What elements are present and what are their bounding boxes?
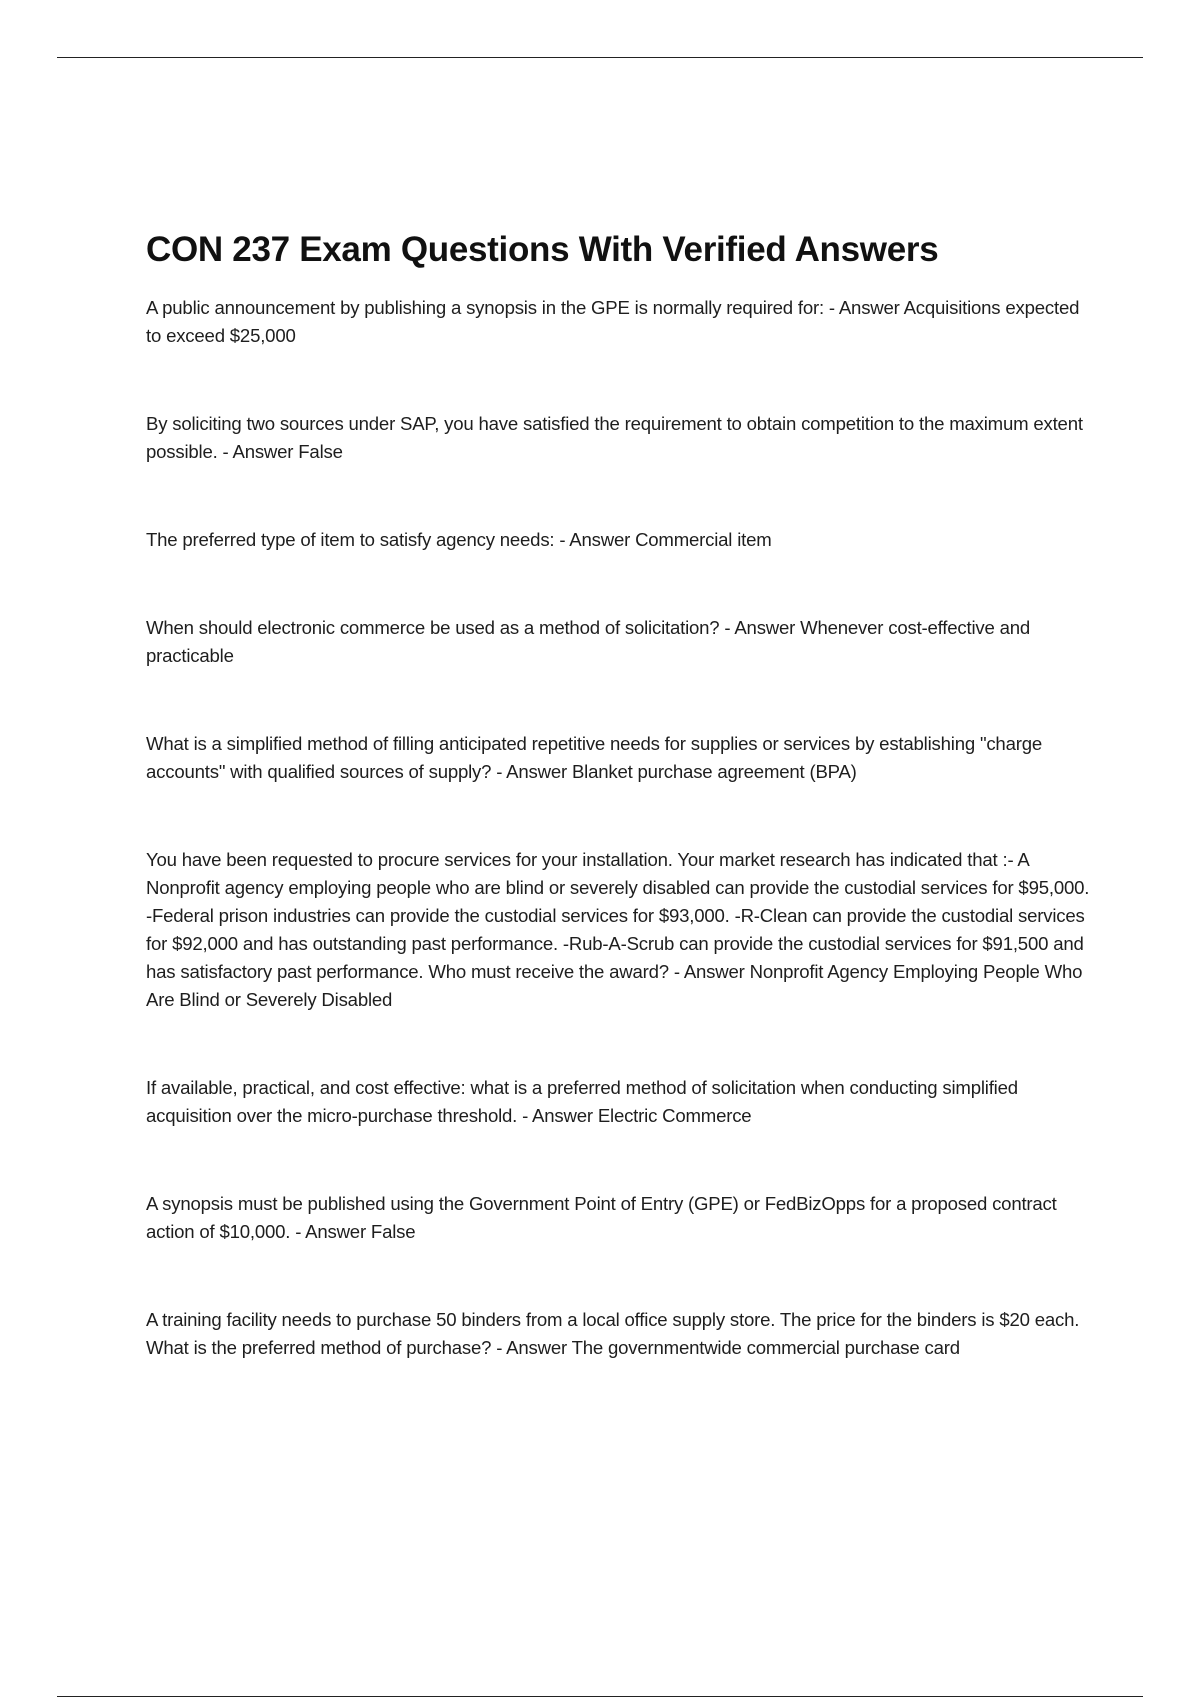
answer-separator: - Answer [719, 617, 801, 638]
answer-separator: - Answer [517, 1105, 598, 1126]
question-text: By soliciting two sources under SAP, you have satisfied the requirement to obtain competition to the maximum extent possible. [146, 413, 1083, 462]
qa-item [146, 846, 1096, 1014]
top-rule [57, 57, 1143, 58]
document-body [146, 226, 1096, 1422]
answer-text: Nonprofit Agency Employing People Who Are Blind or Severely Disabled [146, 961, 1083, 1010]
answer-separator: - Answer [823, 297, 904, 318]
answer-separator: - Answer [668, 961, 750, 982]
question-text: A public announcement by publishing a synopsis in the GPE is normally required for: [146, 297, 824, 318]
answer-text: Commercial item [635, 529, 772, 550]
qa-item [146, 1306, 1096, 1362]
question-text: If available, practical, and cost effective: what is a preferred method of solicitation when conducting simplified acquisition over the micro-purchase threshold. [146, 1077, 1018, 1126]
qa-item [146, 1190, 1096, 1246]
answer-text: False [370, 1221, 416, 1242]
bottom-rule [57, 1696, 1143, 1697]
question-text: When should electronic commerce be used as a method of solicitation? [146, 617, 720, 638]
question-text: The preferred type of item to satisfy agency needs: [146, 529, 555, 550]
answer-text: Acquisitions expected to exceed $25,000 [146, 297, 1080, 346]
qa-item [146, 730, 1096, 786]
answer-separator: - Answer [491, 761, 572, 782]
answer-separator: - Answer [290, 1221, 371, 1242]
answer-text: Electric Commerce [597, 1105, 752, 1126]
qa-item [146, 294, 1096, 350]
qa-item [146, 614, 1096, 670]
question-text: You have been requested to procure services for your installation. Your market research has indicated that :- A Nonprofit agency employing people who are blind or severely disabled can provide the custodial services for $95,000. -Federal prison industries can provide the custodial services for $93,000. -R-Clean can provide the custodial services for $92,000 and has outstanding past performance. -Rub-A-Scrub can provide the custodial services for $91,500 and has satisfactory past performance. Who must receive the award? [146, 849, 1090, 982]
answer-text: Blanket purchase agreement (BPA) [571, 761, 857, 782]
answer-text: False [298, 441, 343, 462]
answer-text: The governmentwide commercial purchase card [571, 1337, 960, 1358]
answer-separator: - Answer [554, 529, 636, 550]
document-title: CON 237 Exam Questions With Verified Answers [146, 230, 939, 269]
qa-item [146, 1074, 1096, 1130]
question-text: A training facility needs to purchase 50 binders from a local office supply store. The price for the binders is $20 each. What is the preferred method of purchase? [146, 1309, 1080, 1358]
answer-separator: - Answer [217, 441, 299, 462]
qa-item [146, 410, 1096, 466]
answer-text: Whenever cost-effective and practicable [146, 617, 1031, 666]
question-text: A synopsis must be published using the Government Point of Entry (GPE) or FedBizOpps for a proposed contract action of $10,000. [146, 1193, 1057, 1242]
question-text: What is a simplified method of filling anticipated repetitive needs for supplies or services by establishing "charge accounts" with qualified sources of supply? [146, 733, 1042, 782]
answer-separator: - Answer [491, 1337, 572, 1358]
qa-item [146, 526, 1096, 554]
